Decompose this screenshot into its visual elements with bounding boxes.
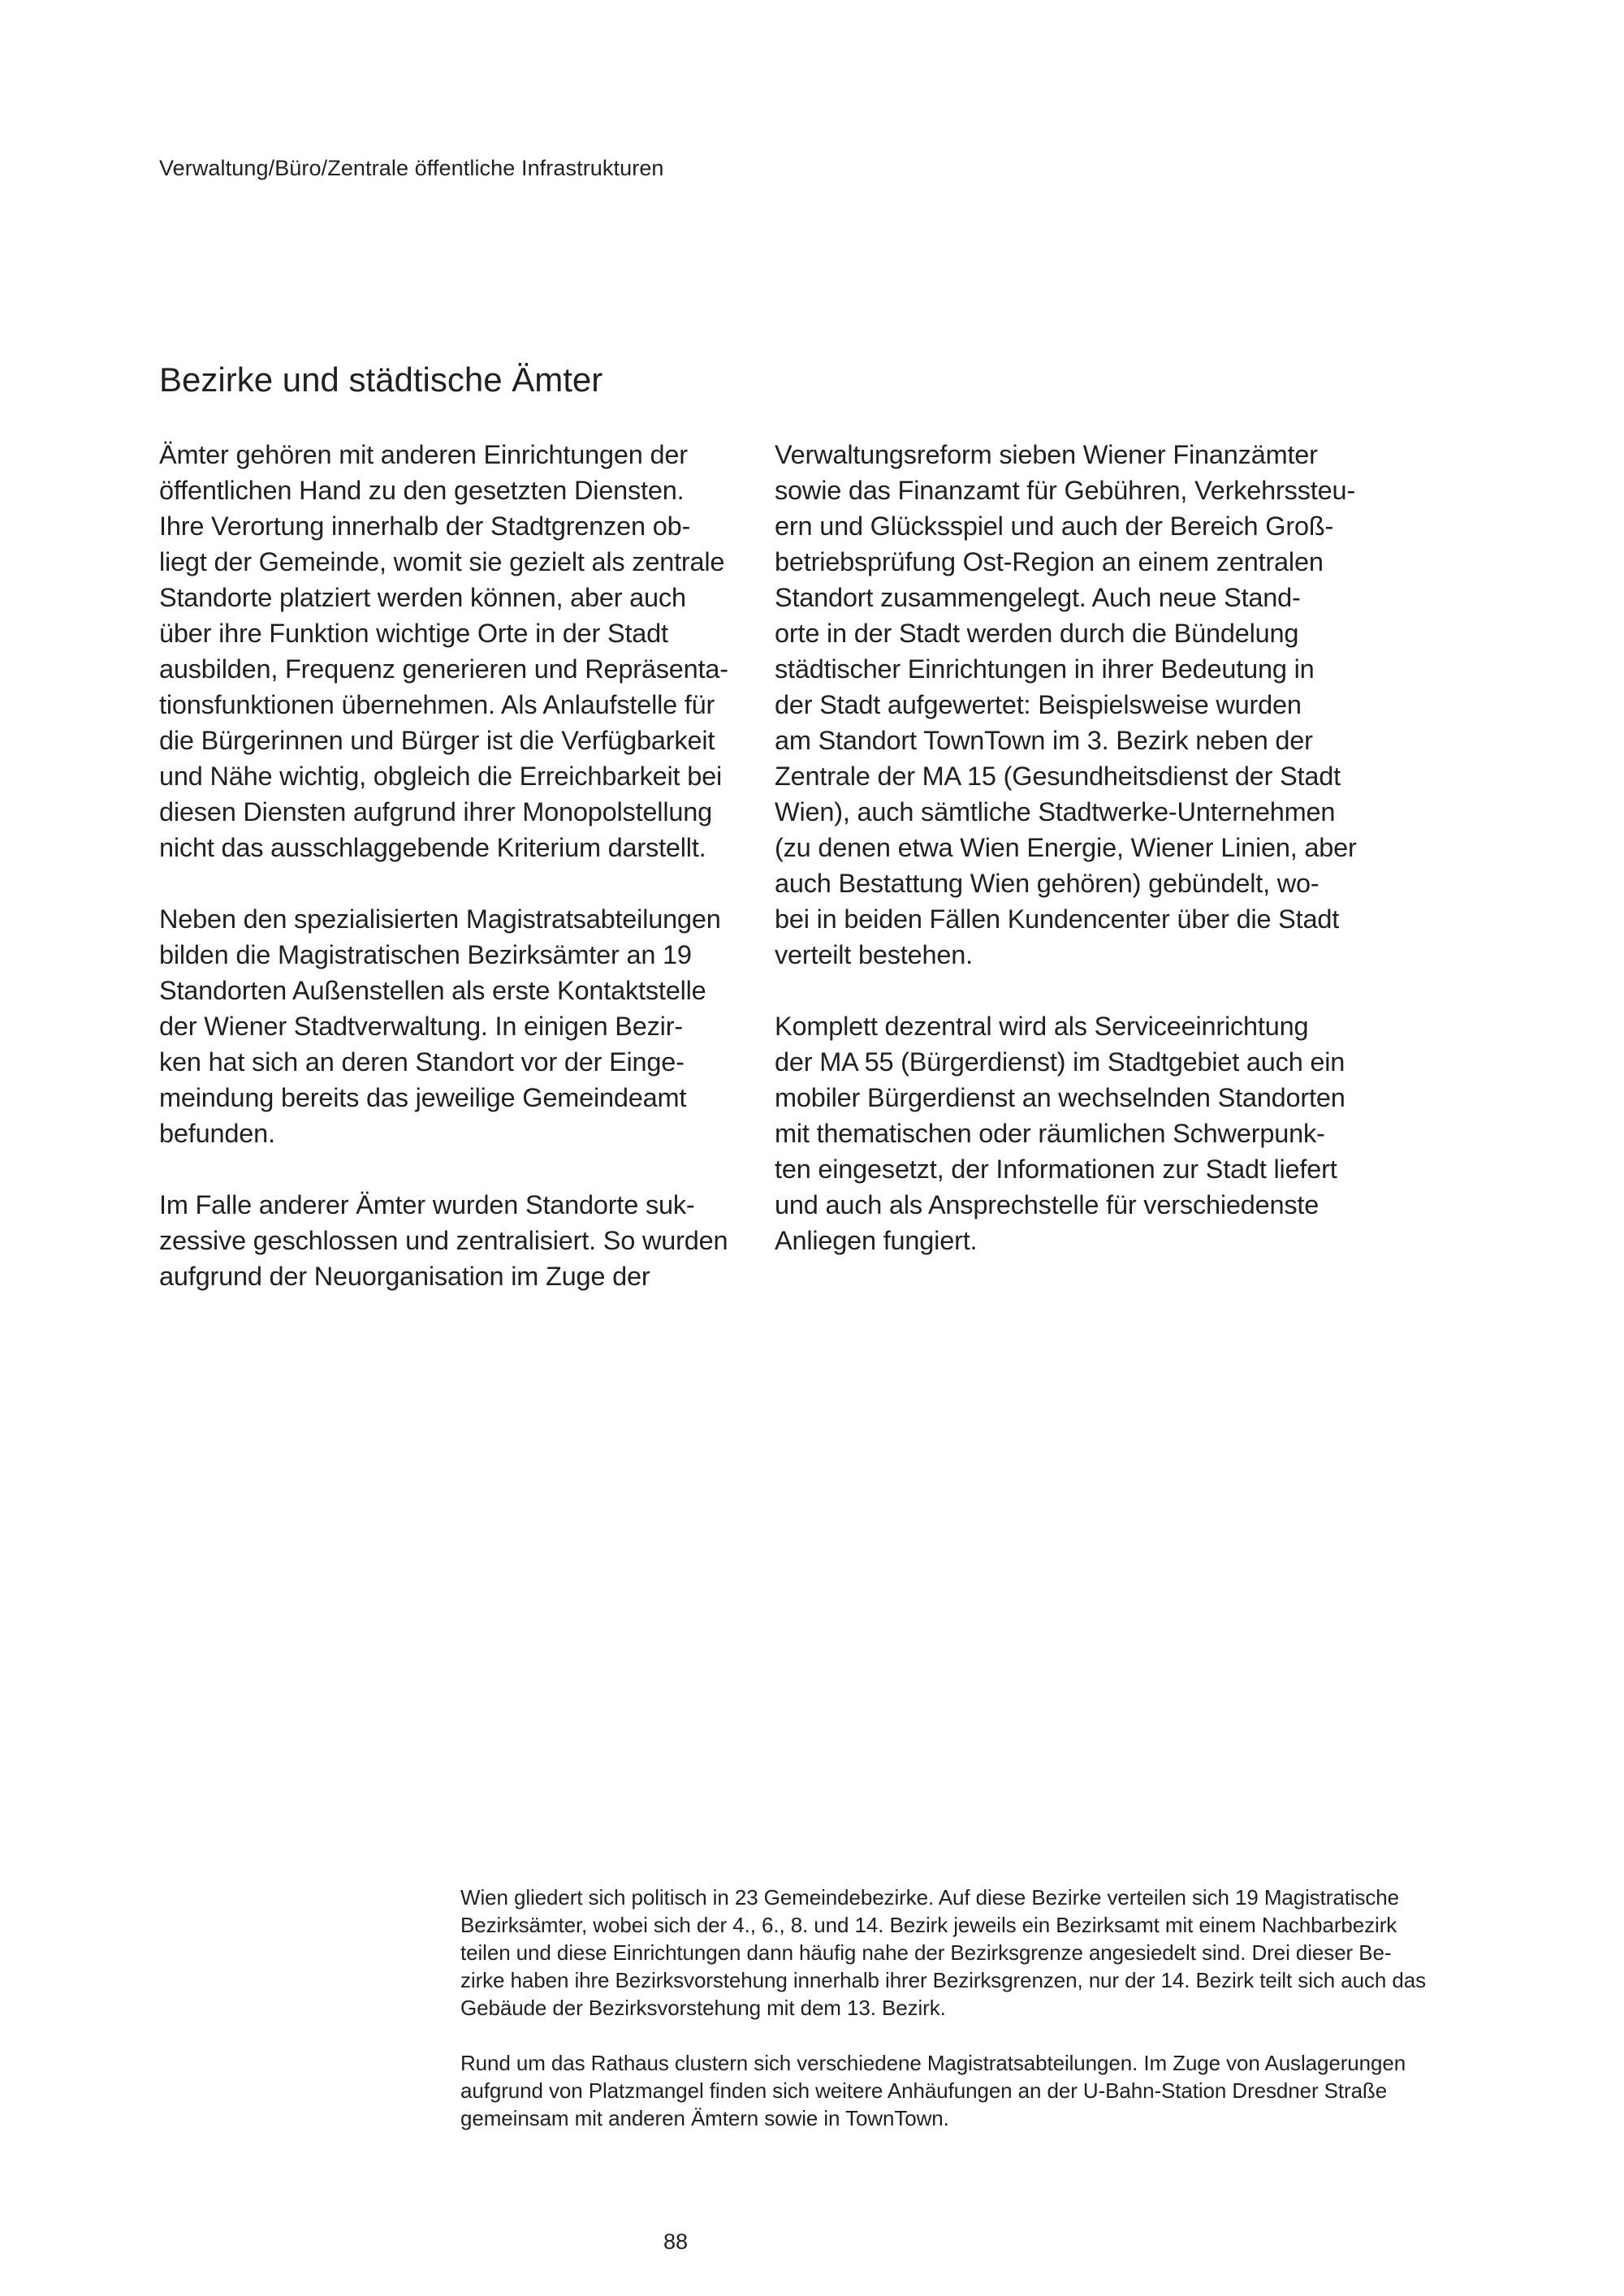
- text-line: Anliegen fungiert.: [775, 1226, 978, 1255]
- text-line: Wien gliedert sich politisch in 23 Gemeindebezirke. Auf diese Bezirke verteilen sich 19 Magistratische: [460, 1885, 1400, 1910]
- text-line: ern und Glücksspiel und auch der Bereich Groß-: [775, 511, 1334, 541]
- text-line: ten eingesetzt, der Informationen zur Stadt liefert: [775, 1154, 1337, 1184]
- text-line: öffentlichen Hand zu den gesetzten Diensten.: [159, 476, 685, 505]
- text-line: Wien), auch sämtliche Stadtwerke-Unternehmen: [775, 797, 1336, 826]
- figure-caption: [460, 1884, 1484, 2160]
- text-line: zessive geschlossen und zentralisiert. So wurden: [159, 1226, 728, 1255]
- text-line: liegt der Gemeinde, womit sie gezielt als zentrale: [159, 547, 725, 576]
- text-line: tionsfunktionen übernehmen. Als Anlaufstelle für: [159, 690, 715, 719]
- text-line: meindung bereits das jeweilige Gemeindeamt: [159, 1083, 687, 1112]
- body-column-right: [775, 437, 1359, 1294]
- text-line: nicht das ausschlaggebende Kriterium darstellt.: [159, 833, 706, 862]
- text-line: Bezirksämter, wobei sich der 4., 6., 8. und 14. Bezirk jeweils ein Bezirksamt mit einem Nachbarbezirk: [460, 1913, 1397, 1937]
- text-line: über ihre Funktion wichtige Orte in der Stadt: [159, 619, 668, 648]
- text-line: diesen Diensten aufgrund ihrer Monopolstellung: [159, 797, 712, 826]
- text-line: teilen und diese Einrichtungen dann häufig nahe der Bezirksgrenze angesiedelt sind. Drei dieser Be-: [460, 1940, 1392, 1965]
- text-line: Standort zusammengelegt. Auch neue Stand-: [775, 583, 1301, 612]
- text-line: aufgrund von Platzmangel finden sich weitere Anhäufungen an der U-Bahn-Station Dresdner Straße: [460, 2078, 1388, 2103]
- text-line: bilden die Magistratischen Bezirksämter an 19: [159, 940, 692, 969]
- page-number: 88: [663, 2229, 689, 2254]
- text-line: Im Falle anderer Ämter wurden Standorte suk-: [159, 1190, 695, 1219]
- body-column-left: [159, 437, 744, 1330]
- text-line: der Stadt aufgewertet: Beispielsweise wurden: [775, 690, 1302, 719]
- text-line: gemeinsam mit anderen Ämtern sowie in TownTown.: [460, 2106, 949, 2130]
- text-line: und auch als Ansprechstelle für verschiedenste: [775, 1190, 1320, 1219]
- caption-paragraph: [460, 1884, 1484, 2022]
- text-line: zirke haben ihre Bezirksvorstehung innerhalb ihrer Bezirksgrenzen, nur der 14. Bezirk teilt sich auch das: [460, 1968, 1426, 1992]
- text-line: auch Bestattung Wien gehören) gebündelt, wo-: [775, 869, 1320, 898]
- text-line: Verwaltungsreform sieben Wiener Finanzämter: [775, 440, 1318, 469]
- text-line: Ihre Verortung innerhalb der Stadtgrenzen ob-: [159, 511, 691, 541]
- text-line: der MA 55 (Bürgerdienst) im Stadtgebiet auch ein: [775, 1047, 1345, 1077]
- text-line: Gebäude der Bezirksvorstehung mit dem 13. Bezirk.: [460, 1996, 946, 2020]
- section-title: Bezirke und städtische Ämter: [159, 360, 603, 399]
- caption-paragraph: [460, 2049, 1484, 2132]
- text-line: aufgrund der Neuorganisation im Zuge der: [159, 1262, 650, 1291]
- text-line: ken hat sich an deren Standort vor der Einge-: [159, 1047, 685, 1077]
- text-line: Rund um das Rathaus clustern sich verschiedene Magistratsabteilungen. Im Zuge von Auslagerungen: [460, 2051, 1406, 2075]
- text-line: städtischer Einrichtungen in ihrer Bedeutung in: [775, 654, 1315, 684]
- paragraph: [159, 1187, 744, 1294]
- text-line: mobiler Bürgerdienst an wechselnden Standorten: [775, 1083, 1345, 1112]
- text-line: befunden.: [159, 1119, 275, 1148]
- text-line: Zentrale der MA 15 (Gesundheitsdienst der Stadt: [775, 762, 1341, 791]
- text-line: Standorten Außenstellen als erste Kontaktstelle: [159, 976, 706, 1005]
- text-line: orte in der Stadt werden durch die Bündelung: [775, 619, 1299, 648]
- text-line: sowie das Finanzamt für Gebühren, Verkehrssteu-: [775, 476, 1355, 505]
- text-line: die Bürgerinnen und Bürger ist die Verfügbarkeit: [159, 726, 715, 755]
- text-line: Neben den spezialisierten Magistratsabteilungen: [159, 904, 721, 934]
- text-line: ausbilden, Frequenz generieren und Repräsenta-: [159, 654, 728, 684]
- text-line: Komplett dezentral wird als Serviceeinrichtung: [775, 1012, 1309, 1041]
- text-line: bei in beiden Fällen Kundencenter über die Stadt: [775, 904, 1340, 934]
- text-line: und Nähe wichtig, obgleich die Erreichbarkeit bei: [159, 762, 722, 791]
- text-line: verteilt bestehen.: [775, 940, 973, 969]
- running-head: Verwaltung/Büro/Zentrale öffentliche Infrastrukturen: [159, 156, 664, 180]
- paragraph: [775, 437, 1359, 973]
- paragraph: [159, 437, 744, 865]
- text-line: (zu denen etwa Wien Energie, Wiener Linien, aber: [775, 833, 1357, 862]
- text-line: betriebsprüfung Ost-Region an einem zentralen: [775, 547, 1324, 576]
- paragraph: [159, 901, 744, 1151]
- text-line: der Wiener Stadtverwaltung. In einigen Bezir-: [159, 1012, 683, 1041]
- paragraph: [775, 1008, 1359, 1258]
- text-line: Ämter gehören mit anderen Einrichtungen der: [159, 440, 688, 469]
- text-line: am Standort TownTown im 3. Bezirk neben der: [775, 726, 1313, 755]
- text-line: Standorte platziert werden können, aber auch: [159, 583, 686, 612]
- text-line: mit thematischen oder räumlichen Schwerpunk-: [775, 1119, 1325, 1148]
